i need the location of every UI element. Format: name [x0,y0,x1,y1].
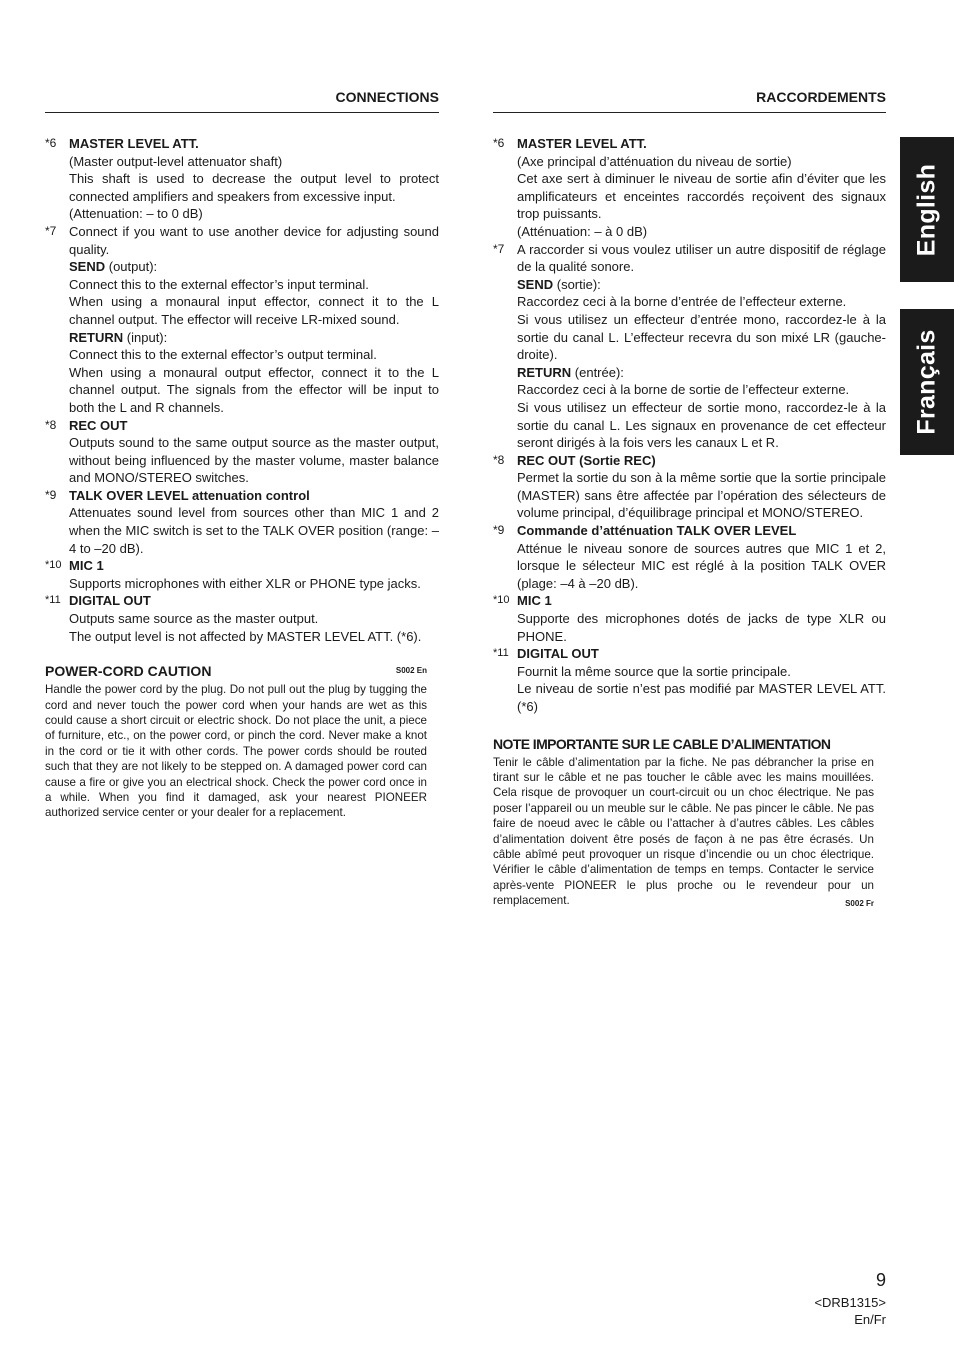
item-text [517,276,886,294]
item-text-content: Atténue le niveau sonore de sources autres que MIC 1 et 2, lorsque le sélecteur MIC est réglé à la position TALK OVER (plage: –4 à –20 dB). [517,540,886,591]
item-text-content: Connect this to the external effector’s output terminal. [69,347,377,363]
item-text [69,276,439,294]
list-item [45,487,439,557]
item-text-content: Cet axe sert à diminuer le niveau de sortie afin d’éviter que les amplificateurs et enceintes raccordés reçoivent des signaux trop puissants. [517,171,886,222]
item-text [517,241,886,276]
item-text-content: Outputs sound to the same output source as the master output, without being influenced by the master volume, master balance and MONO/STEREO switches. [69,435,439,486]
item-number: *6 [493,136,505,150]
item-text-content: (sortie): [553,276,601,292]
list-item [493,592,886,645]
item-text [517,680,886,715]
power-cord-caution [45,661,439,821]
item-number: *10 [493,594,510,607]
list-item [493,135,886,241]
caution-code: S002 Fr [845,899,874,909]
item-text [69,628,439,646]
caution-title: NOTE IMPORTANTE SUR LE CABLE D’ALIMENTATION [493,735,831,752]
item-text [517,311,886,364]
item-text [69,153,439,171]
section-title: RACCORDEMENTS [493,88,886,113]
item-title: REC OUT [69,417,128,433]
item-number: *7 [493,241,505,256]
item-number: *9 [493,523,505,538]
item-text-content: (Axe principal d’atténuation du niveau de sortie) [517,153,792,169]
item-text [517,364,886,382]
item-text [517,293,886,311]
document-code [814,1294,886,1328]
connections-column [45,88,439,821]
item-text [517,399,886,452]
item-text-content: (Atténuation: – à 0 dB) [517,223,648,239]
item-text-content: (input): [123,329,168,345]
caution-code: S002 En [395,666,427,676]
item-text [69,434,439,487]
language-tab-english [900,137,954,282]
caution-heading [493,734,874,754]
caution-heading [45,661,427,681]
item-number: *11 [493,647,509,660]
item-text [517,663,886,681]
item-title: DIGITAL OUT [69,593,151,609]
item-label: SEND [517,276,554,292]
item-text-content: When using a monaural input effector, connect it to the L channel output. The effector will receive LR-mixed sound. [69,294,439,327]
list-item [45,223,439,417]
item-text [69,293,439,328]
item-text-content: Connect if you want to use another device for adjusting sound quality. [69,223,439,257]
list-item [45,557,439,592]
item-title: Commande d’atténuation TALK OVER LEVEL [517,523,797,539]
item-label: RETURN [69,329,124,345]
item-text-content: (entrée): [571,364,624,380]
item-text [69,258,439,276]
item-text [69,610,439,628]
item-title: MASTER LEVEL ATT. [69,136,199,151]
item-title: MASTER LEVEL ATT. [517,136,647,151]
item-text-content: Permet la sortie du son à la même sortie que la sortie principale (MASTER) sans être affectée par l’opération des sélecteurs de volume principal, d’équilibrage principal et MONO/STEREO. [517,470,886,521]
caution-text: Tenir le câble d’alimentation par la fiche. Ne pas débrancher la prise en tirant sur le câble et ne pas toucher le câble avec les mains mouillées. Cela risque de provoquer un court-circuit ou un choc électrique. Ne pas poser l’appareil ou un meuble sur le câble. Ne pas pincer le câble. Ne pas faire de noeud avec le câble ou l’attacher à d’autres câbles. Les câbles d’alimentation doivent être posés de façon à ne pas être écrasés. Un câble abîmé peut provoquer un risque d’incendie ou un choc électrique. Vérifier le câble d’alimentation de temps en temps. Contacter le service après-vente PIONEER le plus proche ou le revendeur pour un remplacement. [493,755,874,908]
item-number: *8 [493,452,505,467]
item-label: RETURN [517,364,572,380]
list-item [45,592,439,645]
item-text-content: Attenuates sound level from sources other than MIC 1 and 2 when the MIC switch is set to the TALK OVER position (range: –4 to –20 dB). [69,505,439,556]
item-label: SEND [69,259,106,275]
doc-code: <DRB1315> [814,1295,886,1310]
caution-text-wrap [493,755,874,909]
caution-title: POWER-CORD CAUTION [45,663,212,680]
item-number: *11 [45,594,61,607]
item-number: *6 [45,136,57,150]
item-text-content: Le niveau de sortie n’est pas modifié par MASTER LEVEL ATT. (*6) [517,681,886,714]
list-item [45,135,439,223]
language-tab-francais [900,309,954,455]
item-text-content: Supports microphones with either XLR or PHONE type jacks. [69,575,421,591]
lang-code: En/Fr [854,1312,886,1327]
item-text-content: (Attenuation: – to 0 dB) [69,206,203,222]
item-text-content: Si vous utilisez un effecteur de sortie mono, raccordez-le à la sortie du canal L. Les signaux en provenance de cet effecteur seront dirigés à la fois vers les canaux L et R. [517,399,886,451]
item-text-content: Raccordez ceci à la borne de sortie de l’effecteur externe. [517,382,850,398]
item-text-content: When using a monaural output effector, connect it to the L channel output. The signals from the effector will be input to both the L and R channels. [69,364,439,415]
item-text-content: A raccorder si vous voulez utiliser un autre dispositif de réglage de la qualité sonore. [517,241,886,275]
item-text [69,205,439,223]
list-item [493,645,886,715]
item-text-content: (Master output-level attenuator shaft) [69,153,283,169]
connections-items [45,135,439,645]
item-text-content: (output): [105,259,158,275]
item-title: MIC 1 [517,593,552,609]
tab-label: Français [912,329,941,435]
item-text [517,610,886,645]
item-text-content: Connect this to the external effector’s input terminal. [69,276,369,292]
item-number: *7 [45,223,57,238]
item-text-content: Fournit la même source que la sortie principale. [517,663,791,679]
item-text [69,329,439,347]
item-text-content: Si vous utilisez un effecteur d’entrée mono, raccordez-le à la sortie du canal L. L’effecteur recevra du son mixé LR (gauche-droite). [517,311,886,363]
item-text [517,381,886,399]
item-text-content: Outputs same source as the master output. [69,611,319,627]
item-title: REC OUT (Sortie REC) [517,452,656,468]
item-number: *10 [45,559,62,572]
raccordements-column [493,88,886,912]
item-title: TALK OVER LEVEL attenuation control [69,487,310,503]
tab-label: English [912,163,941,256]
item-text-content: This shaft is used to decrease the output level to protect connected amplifiers and speakers from excessive input. [69,171,439,204]
section-title: CONNECTIONS [45,88,439,113]
item-text [517,540,886,593]
page-number: 9 [875,1270,886,1290]
item-text [517,469,886,522]
item-number: *8 [45,417,57,432]
list-item [493,452,886,522]
list-item [493,241,886,452]
item-text [69,504,439,557]
item-title: DIGITAL OUT [517,646,599,662]
list-item [45,417,439,487]
item-text [69,223,439,258]
item-text-content: Raccordez ceci à la borne d’entrée de l’effecteur externe. [517,294,847,310]
item-text-content: The output level is not affected by MASTER LEVEL ATT. (*6). [69,628,422,644]
item-text-content: Supporte des microphones dotés de jacks de type XLR ou PHONE. [517,611,886,644]
item-text [69,575,439,593]
item-text [517,170,886,223]
item-text [69,346,439,364]
raccordements-items [493,135,886,716]
item-number: *9 [45,487,57,502]
item-text [69,364,439,417]
item-text [517,223,886,241]
caution-text: Handle the power cord by the plug. Do not pull out the plug by tugging the cord and never touch the power cord when your hands are wet as this could cause a short circuit or electric shock. Do not place the unit, a piece of furniture, etc., on the power cord, or pinch the cord. Never make a knot in the cord or tie it with other cords. The power cords should be routed such that they are not likely to be stepped on. A damaged power cord can cause a fire or give you an electrical shock. Check the power cord once in a while. When you find it damaged, ask your nearest PIONEER authorized service center or your dealer for a replacement. [45,683,427,820]
item-text [69,170,439,205]
power-cord-caution-fr [493,734,886,909]
item-text [517,153,886,171]
item-title: MIC 1 [69,558,104,574]
list-item [493,522,886,592]
